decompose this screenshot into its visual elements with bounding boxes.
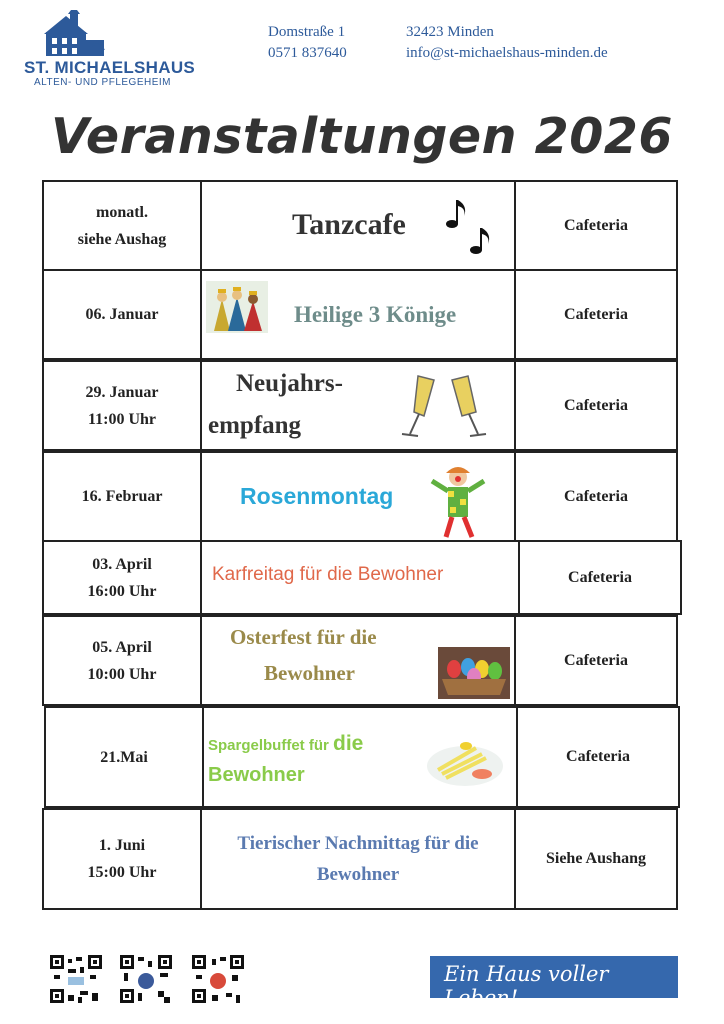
event-row: [42, 269, 678, 360]
clown-icon: [428, 463, 488, 543]
event-location: Cafeteria: [566, 748, 630, 765]
event-location: Cafeteria: [564, 651, 628, 669]
event-title-line: Osterfest für die: [230, 625, 377, 649]
event-title-line: Bewohner: [264, 661, 355, 685]
event-title: Karfreitag für die Bewohner: [212, 564, 444, 585]
event-date: [44, 182, 202, 269]
event-row: [42, 615, 678, 706]
logo-name: ST. MICHAELSHAUS: [24, 58, 196, 77]
address-street: Domstraße 1: [268, 24, 346, 40]
qr-code-website-icon[interactable]: [50, 955, 102, 1003]
asparagus-plate-icon: [426, 734, 504, 788]
event-title: Heilige 3 Könige: [294, 302, 457, 327]
date-line: 06. Januar: [85, 306, 159, 323]
event-date: [44, 617, 202, 704]
event-title-cell: [204, 708, 518, 806]
event-row: [42, 451, 678, 542]
event-location: Cafeteria: [564, 305, 628, 323]
qr-code-googleplus-icon[interactable]: [192, 955, 244, 1003]
phone-number[interactable]: 0571 837640: [268, 45, 347, 61]
event-row: [42, 808, 678, 910]
event-title-line: empfang: [208, 412, 302, 439]
slogan-text: Ein Haus voller Leben!: [444, 962, 609, 1010]
event-row: [42, 540, 682, 615]
event-title-line: Bewohner: [316, 864, 400, 885]
date-line: 11:00 Uhr: [88, 410, 156, 428]
date-line: 16. Februar: [81, 488, 163, 505]
event-title-cell: [202, 271, 516, 358]
page-title: Veranstaltungen 2026: [51, 108, 673, 165]
event-title-line: Neujahrs-: [236, 370, 343, 397]
date-line: 29. Januar: [85, 383, 159, 401]
three-kings-icon: [206, 281, 268, 333]
event-title-cell: [202, 810, 516, 908]
event-date: [44, 810, 202, 908]
event-title-cell: [202, 617, 516, 704]
event-date: [44, 362, 202, 449]
address-city: 32423 Minden: [406, 24, 494, 40]
logo-subtitle: ALTEN- UND PFLEGEHEIM: [34, 77, 171, 88]
event-title-part: die: [333, 732, 364, 755]
date-line: 21.Mai: [100, 748, 148, 766]
event-row: [42, 360, 678, 451]
easter-basket-icon: [438, 647, 510, 699]
event-date: [44, 271, 202, 358]
event-title-cell: [202, 453, 516, 540]
date-line: monatl.: [96, 203, 148, 221]
date-line: 05. April: [92, 638, 152, 656]
event-title-line: Tierischer Nachmittag für die: [237, 833, 479, 854]
date-line: siehe Aushag: [77, 230, 167, 248]
event-date: [44, 542, 202, 613]
date-line: 03. April: [92, 555, 152, 573]
event-title: Rosenmontag: [240, 483, 394, 509]
event-title-line: [208, 732, 363, 756]
event-location: Cafeteria: [568, 568, 632, 586]
champagne-glasses-icon: [388, 372, 498, 442]
event-location: Siehe Aushang: [545, 850, 647, 867]
event-title-cell: [202, 362, 516, 449]
slogan-banner: [430, 956, 678, 1010]
event-date: [46, 708, 204, 806]
event-title-cell: [202, 542, 520, 613]
event-title-line: Bewohner: [208, 764, 305, 786]
email-link[interactable]: info@st-michaelshaus-minden.de: [406, 45, 608, 61]
qr-code-facebook-icon[interactable]: [120, 955, 172, 1003]
event-date: [44, 453, 202, 540]
event-row: [44, 706, 680, 808]
event-location: Cafeteria: [564, 396, 628, 414]
date-line: 16:00 Uhr: [87, 582, 157, 600]
date-line: 1. Juni: [98, 837, 146, 854]
event-title-part: Spargelbuffet für: [208, 737, 334, 754]
music-notes-icon: [442, 190, 497, 255]
event-location: Cafeteria: [564, 216, 628, 234]
date-line: 10:00 Uhr: [87, 665, 157, 683]
event-row: [42, 180, 678, 271]
event-title: Tanzcafe: [292, 208, 406, 241]
event-location: Cafeteria: [564, 487, 628, 505]
event-title-cell: [202, 182, 516, 269]
date-line: 15:00 Uhr: [87, 864, 157, 881]
